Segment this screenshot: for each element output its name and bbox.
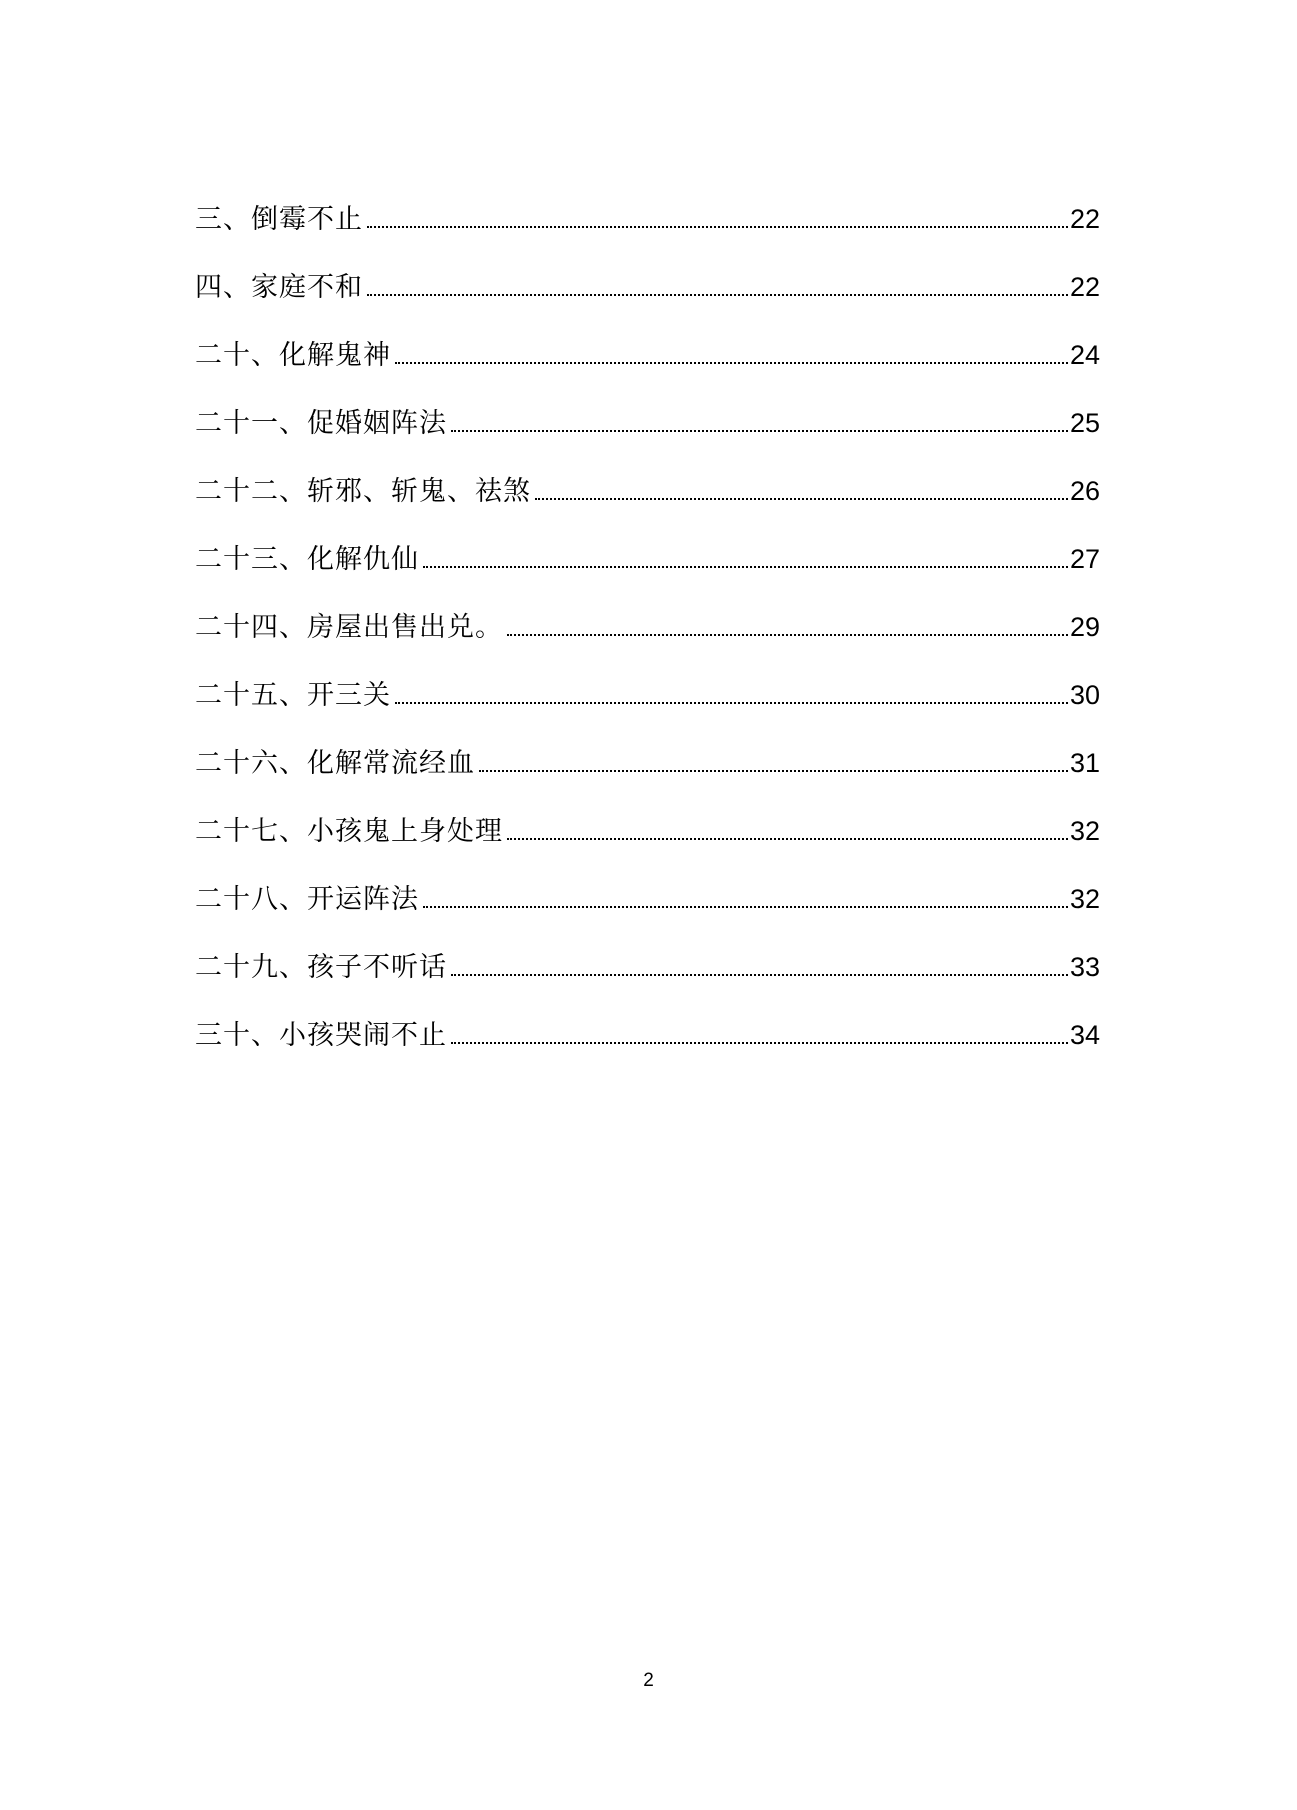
toc-entry-page: 22 (1069, 204, 1100, 234)
toc-entry-page: 22 (1069, 272, 1100, 302)
toc-dot-leader (535, 498, 1068, 500)
toc-dot-leader (367, 226, 1068, 228)
toc-dot-leader (451, 1042, 1068, 1044)
toc-entry-title: 三、倒霉不止 (195, 204, 363, 235)
toc-entry[interactable] (195, 437, 1100, 505)
table-of-contents (195, 165, 1100, 1049)
toc-entry-page: 32 (1069, 816, 1100, 846)
toc-entry-title: 二十、化解鬼神 (195, 340, 391, 371)
toc-entry-title: 二十三、化解仇仙 (195, 544, 419, 575)
toc-entry[interactable] (195, 233, 1100, 301)
toc-dot-leader (507, 634, 1068, 636)
toc-entry-title: 二十四、房屋出售出兑。 (195, 612, 503, 643)
toc-entry-title: 二十九、孩子不听话 (195, 952, 447, 983)
toc-dot-leader (395, 362, 1068, 364)
toc-entry[interactable] (195, 981, 1100, 1049)
toc-entry-page: 25 (1069, 408, 1100, 438)
toc-entry[interactable] (195, 505, 1100, 573)
toc-entry-page: 31 (1069, 748, 1100, 778)
toc-dot-leader (479, 770, 1068, 772)
toc-entry[interactable] (195, 845, 1100, 913)
toc-entry[interactable] (195, 641, 1100, 709)
toc-entry-title: 二十二、斩邪、斩鬼、祛煞 (195, 476, 531, 507)
toc-entry-page: 32 (1069, 884, 1100, 914)
toc-entry-title: 二十五、开三关 (195, 680, 391, 711)
toc-dot-leader (507, 838, 1068, 840)
toc-entry[interactable] (195, 913, 1100, 981)
toc-entry-title: 二十六、化解常流经血 (195, 748, 475, 779)
toc-entry-page: 33 (1069, 952, 1100, 982)
toc-entry[interactable] (195, 369, 1100, 437)
toc-dot-leader (423, 566, 1068, 568)
toc-entry-page: 34 (1069, 1020, 1100, 1050)
toc-entry-page: 30 (1069, 680, 1100, 710)
toc-entry-title: 三十、小孩哭闹不止 (195, 1020, 447, 1051)
toc-dot-leader (451, 430, 1068, 432)
toc-entry-page: 24 (1069, 340, 1100, 370)
toc-entry-title: 四、家庭不和 (195, 272, 363, 303)
page-number: 2 (643, 1670, 654, 1691)
toc-entry-title: 二十一、促婚姻阵法 (195, 408, 447, 439)
toc-entry-page: 29 (1069, 612, 1100, 642)
toc-entry-page: 26 (1069, 476, 1100, 506)
toc-entry[interactable] (195, 709, 1100, 777)
toc-entry[interactable] (195, 777, 1100, 845)
toc-dot-leader (395, 702, 1068, 704)
toc-dot-leader (423, 906, 1068, 908)
toc-entry-title: 二十八、开运阵法 (195, 884, 419, 915)
toc-entry-title: 二十七、小孩鬼上身处理 (195, 816, 503, 847)
toc-entry[interactable] (195, 301, 1100, 369)
toc-dot-leader (451, 974, 1068, 976)
toc-entry-page: 27 (1069, 544, 1100, 574)
toc-entry[interactable] (195, 573, 1100, 641)
toc-entry[interactable] (195, 165, 1100, 233)
toc-dot-leader (367, 294, 1068, 296)
